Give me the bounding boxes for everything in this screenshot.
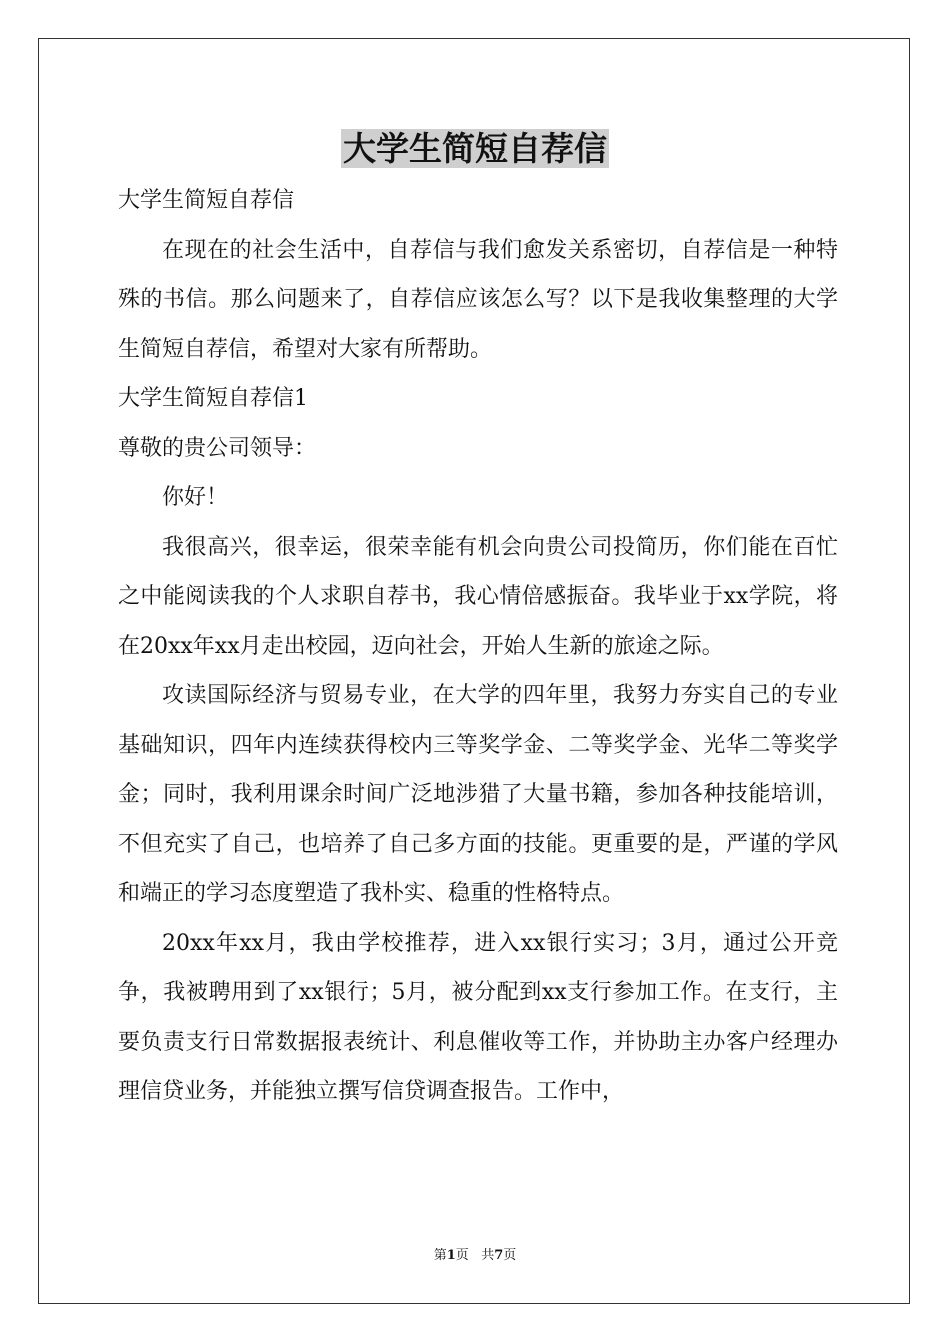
page-unit: 页 — [455, 1248, 469, 1263]
total-prefix: 共 — [481, 1248, 495, 1263]
body-paragraph: 我很高兴，很幸运，很荣幸能有机会向贵公司投简历，你们能在百忙之中能阅读我的个人求职自荐书，我心情倍感振奋。我毕业于xx学院，将在20xx年xx月走出校园，迈向社会，开始人生新的旅途之际。 — [118, 534, 838, 659]
document-title — [0, 126, 950, 172]
document-subtitle: 大学生简短自荐信 — [118, 188, 295, 213]
page-prefix: 第 — [433, 1248, 447, 1263]
document-title-text: 大学生简短自荐信 — [343, 129, 607, 168]
body-paragraph: 20xx年xx月，我由学校推荐，进入xx银行实习；3月，通过公开竞争，我被聘用到了xx银行；5月，被分配到xx支行参加工作。在支行，主要负责支行日常数据报表统计、利息催收等工作，并协助主办客户经理办理信贷业务，并能独立撰写信贷调查报告。工作中， — [118, 930, 838, 1104]
page-footer — [0, 1246, 950, 1266]
document-body — [118, 176, 838, 1117]
section-heading: 大学生简短自荐信1 — [118, 386, 308, 411]
greeting: 你好！ — [162, 485, 229, 510]
total-unit: 页 — [503, 1248, 517, 1263]
body-paragraph: 攻读国际经济与贸易专业，在大学的四年里，我努力夯实自己的专业基础知识，四年内连续获得校内三等奖学金、二等奖学金、光华二等奖学金；同时，我利用课余时间广泛地涉猎了大量书籍，参加各种技能培训，不但充实了自己，也培养了自己多方面的技能。更重要的是，严谨的学风和端正的学习态度塑造了我朴实、稳重的性格特点。 — [118, 683, 838, 906]
page-number: 1 — [446, 1248, 456, 1263]
salutation: 尊敬的贵公司领导： — [118, 435, 317, 461]
intro-paragraph: 在现在的社会生活中，自荐信与我们愈发关系密切，自荐信是一种特殊的书信。那么问题来了，自荐信应该怎么写？以下是我收集整理的大学生简短自荐信，希望对大家有所帮助。 — [118, 237, 838, 362]
total-pages: 7 — [494, 1248, 504, 1263]
